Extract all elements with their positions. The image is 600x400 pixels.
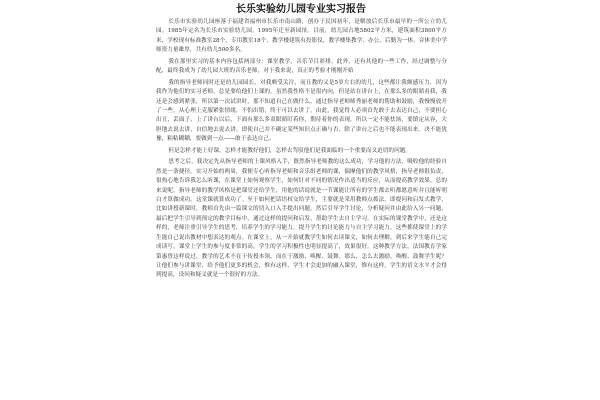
paragraph: 思考之后，我决定先从指导老师的上课风格入手，既然指导老师教的这么成功，学习他的方法，吸收他的经验自然是一条捷径。实习开始的两周，我便专心听指导老师和音乐组老师的课，揣摩他们的教学风格，指导老师很负责，很热心地告诉我怎么听课，在课堂上如何观察学生，如何针对不同的情况作出适当的反应，从而提高教学效果。总的来说呢，指导老师的教学风格是把课堂还给学生，用他的话说就是一节课能让所有的学生都去听都愿意听并且能听明白才算做成功。这堂课就算成功了。至于如何把话语权交给学生，主要就是采用教师点拨法，即提问和启发式教学，比如讲授新课时，教师首先由一篇课文的切入口入手提出问题，然后引导学生讨论，分析疑问并由此给入另一问题，最后把学生引导到预定的教学目标中，通过这样的提问和启发，帮助学生去自主学习。在实际的课堂教学中，还是这样的，老师注重引导学生的思考，培养学生的学习能力，提升学生的讨论能力与自主学习能力，这些都使课堂上的学生能自己说出教材中想表达的观点。在课堂上，从一开始就教学生如何去读课文，如何去理解，到后来学生能自己完成读写，课堂上学生的参与度非常的高，学生的学习积极性也明显提高了，效果很好。这种教学方法，法国教育学家第惠曾这样说过，教学的艺术不在于传授本领，而在于激励、唤醒、鼓舞。那么，怎么去激励、唤醒、鼓舞学生呢？让他们参与讲课堂，给予他们更多的机会，惟有这样，学生才会更加的融入课堂，惟有这样，学生的语文水平才会得到提高，设问和疑义就是一个很好的方法。	[156, 159, 447, 279]
paragraph: 但是怎样才能上好课，怎样才能教好他们，怎样去驾驭他们是我面临的一个重要而又迫切的问题。	[168, 147, 411, 154]
document-page	[147, 0, 455, 400]
document-body	[147, 18, 455, 281]
paragraph: 我在那里实习的基本内容包括两部分：课堂教学，音乐节目彩排。此外，还有其他的一些工作，经过调整与分配，最终我成为了幼儿园大班的音乐老师，对于我来说，真正的考验才刚刚开始	[156, 58, 447, 75]
paragraph: 长乐市实验幼儿园座落于福建省福州市长乐市南山路，创办于民国初年，是解放后长乐市最早的一所公立幼儿园。1985年定名为长乐市实验幼儿园，1995年迁至新园址。目前，幼儿园占地5802平方米，建筑面积3800平方米，学校现有标准教室28个，专用教室18个，教学楼建筑有投影仪，教学楼集教学、办公、后勤为一体。音体美中学师资力量雄厚，共有幼儿500多名。	[156, 19, 447, 54]
paragraph: 我的指导老师同时还是幼儿园园长，对我颇受关注，而且教的又是5岁左右的幼儿，这些都让我颇感压力，因为我作为他们的实习老师，总是要给他们上课的。虽然我性格不是很内向，但是站在讲台上，在那么多的眼睛看我，我还是会感到紧张，所以第一次试讲时，那不知道自己在做什么。通过指导老师师秀丽老师的帮助和鼓励，我慢慢放开了一些，从心理上克服紧张情绪，不怕出错，终于可以去讲了。由此，我觉得人必须首先敢于去表达自己，不要担心出丑，丢面子，上了讲台以后，下面有那么多双眼睛盯着你，期待着你的表现，所以一定不能怯场，要镇定从容，大胆地去说去讲，自信地去说去讲。即使自己并不确定某些知识点正确与否，除了讲台之后也不能表现出来。决不能犹豫，粘粘糊糊，要做到一点——敢于表达自己。	[156, 79, 447, 143]
document-title: 长乐实验幼儿园专业实习报告	[236, 4, 366, 15]
